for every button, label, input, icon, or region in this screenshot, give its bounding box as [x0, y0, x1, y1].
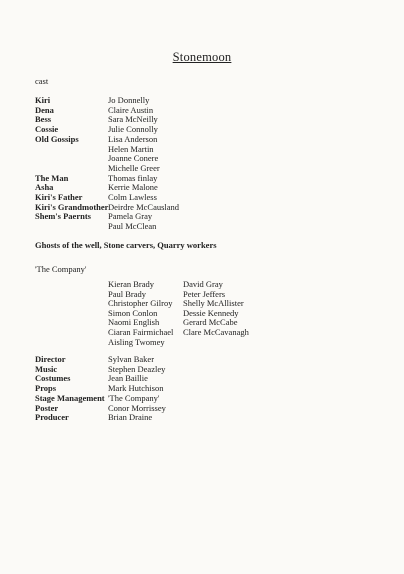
cast-role: Kiri's Father	[35, 192, 83, 202]
company-member: Shelly McAllister	[183, 298, 244, 309]
company-member: David Gray	[183, 279, 223, 289]
company-member: Gerard McCabe	[183, 317, 238, 328]
cast-role: Kiri's Grandmother	[35, 201, 109, 212]
company-member: Peter Jeffers	[183, 288, 226, 299]
cast-name: Michelle Greer	[108, 162, 160, 173]
crew-name: Sylvan Baker	[108, 354, 155, 364]
crew-role: Props	[35, 383, 57, 394]
cast-role: Bess	[35, 114, 52, 125]
company-member: Dessie Kennedy	[183, 307, 239, 318]
company-member: Ciaran Fairmichael	[108, 326, 174, 337]
crew-role: Producer	[35, 412, 69, 423]
company-column-1	[108, 280, 173, 347]
crew-role: Costumes	[35, 373, 71, 384]
cast-name: Kerrie Malone	[108, 182, 158, 193]
cast-role: Old Gossips	[35, 133, 79, 144]
cast-name: Colm Lawless	[108, 192, 157, 202]
cast-name: Helen Martin	[108, 143, 154, 154]
company-member: Paul Brady	[108, 288, 147, 299]
cast-name: Deirdre McCausland	[108, 201, 180, 212]
company-member: Christopher Gilroy	[108, 298, 173, 309]
crew-name: Jean Baillie	[108, 373, 148, 384]
cast-name: Jo Donnelly	[108, 95, 150, 105]
company-member: Aisling Twomey	[108, 336, 165, 347]
crew-name: Stephen Deazley	[108, 363, 166, 374]
crew-name: Conor Morrissey	[108, 402, 166, 413]
cast-label: cast	[35, 76, 49, 86]
company-member: Naomi English	[108, 317, 160, 328]
crew-name: Mark Hutchison	[108, 383, 164, 394]
crew-role: Music	[35, 363, 58, 374]
cast-role: Cossie	[35, 124, 59, 135]
crew-role: Director	[35, 354, 66, 364]
company-column-2	[183, 280, 249, 338]
ghosts-heading: Ghosts of the well, Stone carvers, Quarry workers	[35, 240, 217, 250]
cast-name: Julie Connolly	[108, 124, 158, 135]
crew-role: Stage Management	[35, 392, 105, 403]
cast-role: Dena	[35, 104, 54, 115]
cast-name: Lisa Anderson	[108, 133, 158, 144]
crew-name: Brian Draine	[108, 412, 153, 423]
crew-name: 'The Company'	[108, 392, 160, 403]
cast-role: The Man	[35, 172, 69, 183]
cast-role: Shem's Paernts	[35, 211, 91, 222]
cast-name: Thomas finlay	[108, 172, 158, 183]
cast-name: Pamela Gray	[108, 211, 153, 222]
crew-role: Poster	[35, 402, 59, 413]
cast-name: Claire Austin	[108, 104, 154, 115]
cast-name: Sara McNeilly	[108, 114, 158, 125]
cast-role: Kiri	[35, 95, 51, 105]
cast-role: Asha	[35, 182, 54, 193]
company-member: Kieran Brady	[108, 279, 155, 289]
company-member: Simon Conlon	[108, 307, 158, 318]
cast-name: Paul McClean	[108, 221, 157, 232]
company-label: 'The Company'	[35, 264, 87, 274]
page-title: Stonemoon	[172, 50, 232, 64]
cast-name: Joanne Conere	[108, 153, 159, 164]
company-member: Clare McCavanagh	[183, 326, 249, 337]
